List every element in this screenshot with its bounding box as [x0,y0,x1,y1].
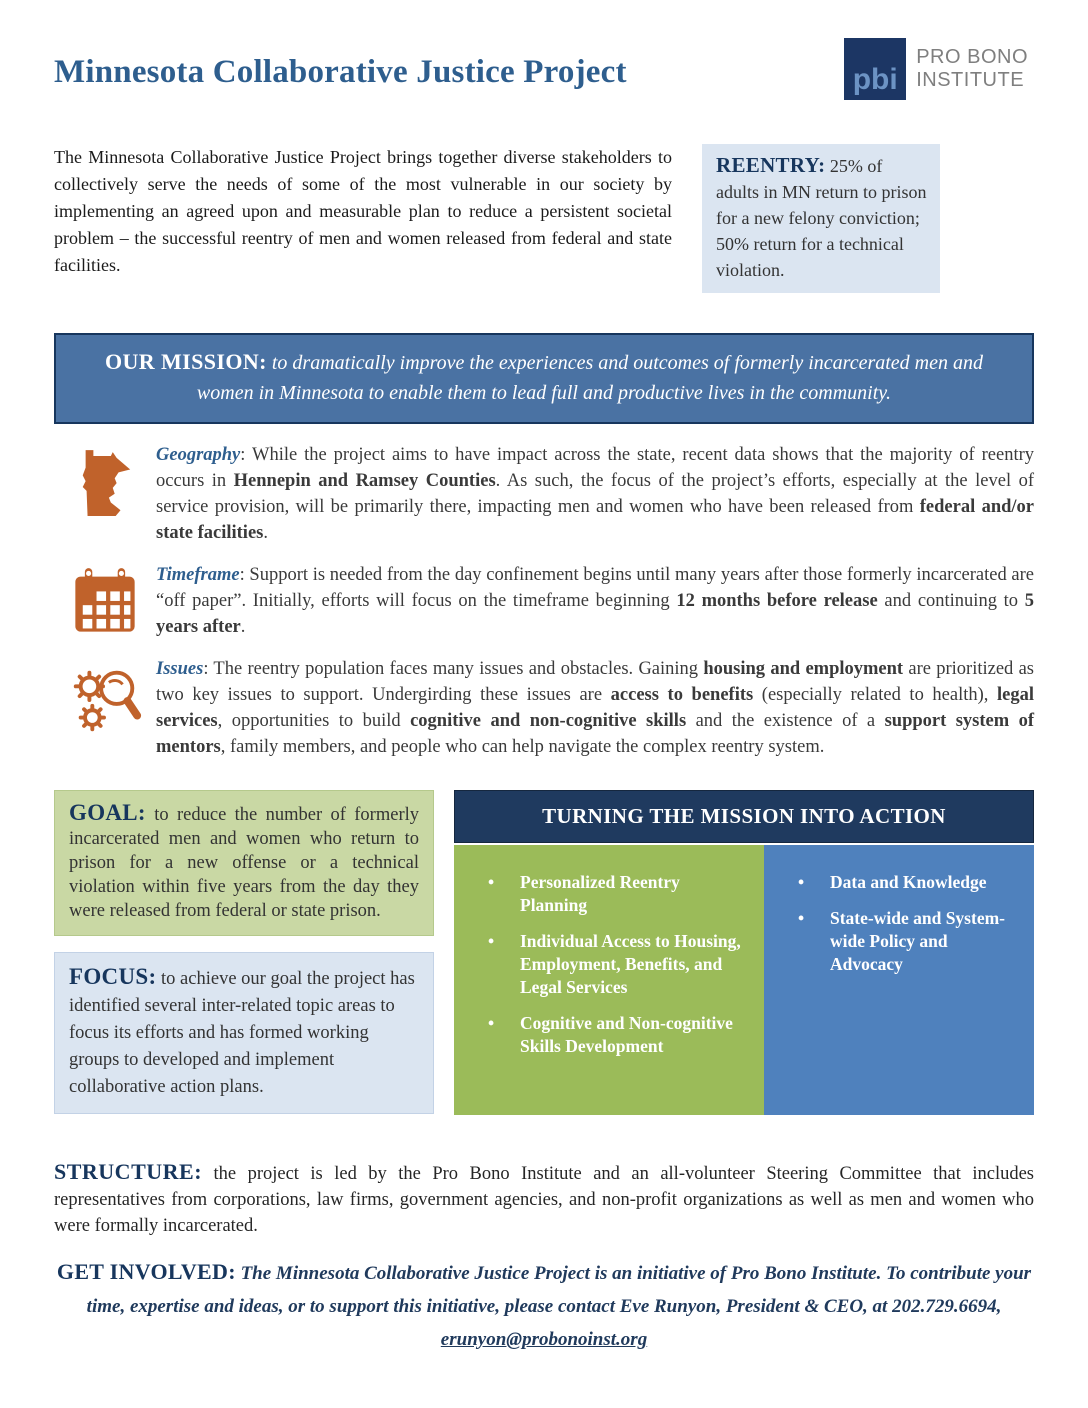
action-column-green [454,845,764,1115]
action-header: TURNING THE MISSION INTO ACTION [454,790,1034,843]
pro-bono-institute-logo [838,36,1034,102]
action-item: • Data and Knowledge [794,871,1016,894]
mission-text: to dramatically improve the experiences and outcomes of formerly incarcerated men and women in Minnesota to enable them to lead full and productive lives in the community. [196,352,983,404]
goal-label: GOAL: [69,800,146,825]
get-involved-paragraph [54,1255,1034,1356]
goal-text: to reduce the number of formerly incarcerated men and women who return to prison for a new offense or a technical violation within five years from the day they were released from federal or state prison. [69,805,419,921]
section-issues [54,656,1034,760]
intro-row [54,144,1034,293]
action-area [454,790,1034,1115]
focus-label: FOCUS: [69,964,157,989]
action-item: • Individual Access to Housing, Employment, Benefits, and Legal Services [484,930,746,999]
timeframe-text: Timeframe: Support is needed from the day confinement begins until many years after those formerly incarcerated are “off paper”. Initially, efforts will focus on the timeframe beginning 12 months before release and continuing to 5 years after. [156,565,1035,637]
intro-paragraph: The Minnesota Collaborative Justice Project brings together diverse stakeholders to collectively serve the needs of some of the most vulnerable in our society by implementing an agreed upon and measurable plan to reduce a persistent societal problem – the successful reentry of men and women released from federal and state facilities. [54,147,672,275]
geography-text: Geography: While the project aims to have impact across the state, recent data shows that the majority of reentry occurs in Hennepin and Ramsey Counties. As such, the focus of the project’s efforts, especially at the level of service provision, will be primarily there, impacting men and women who have been released from federal and/or state facilities. [156,445,1034,543]
reentry-text: 25% of adults in MN return to prison for a new felony conviction; 50% return for a technical violation. [716,156,927,280]
pbi-logo-name-line1: PRO BONO [916,46,1028,68]
structure-label: STRUCTURE: [54,1159,203,1184]
issues-text: Issues: The reentry population faces many issues and obstacles. Gaining housing and employment are prioritized as two key issues to support. Undergirding these issues are access to benefits (especially related to health), legal services, opportunities to build cognitive and non-cognitive skills and the existence of a support system of mentors, family members, and people who can help navigate the complex reentry system. [156,659,1035,757]
get-involved-text[interactable]: The Minnesota Collaborative Justice Project is an initiative of Pro Bono Institute. To contribute your time, expertise and ideas, or to support this initiative, please contact Eve Runyon, President & CEO, at 202.729.6694, erunyon@probonoinst.org [86,1263,1032,1350]
action-column-blue [764,845,1034,1115]
action-columns [454,845,1034,1115]
minnesota-map-icon [54,442,156,546]
pbi-monogram: pbi [852,63,898,96]
structure-text: the project is led by the Pro Bono Institute and an all-volunteer Steering Committee that includes representatives from corporations, law firms, government agencies, and non-profit organizations as well as men and women who were formally incarcerated. [54,1164,1034,1236]
action-item: • Cognitive and Non-cognitive Skills Development [484,1012,746,1058]
goal-box [54,790,434,936]
mission-banner [54,333,1034,424]
page-title: Minnesota Collaborative Justice Project [54,54,627,90]
section-geography [54,442,1034,546]
gears-magnifier-icon [54,656,156,760]
bottom-grid [54,790,1034,1115]
focus-box [54,952,434,1114]
action-list-left [484,871,746,1058]
pbi-logo-square [844,38,906,100]
structure-paragraph [54,1159,1034,1239]
header [54,36,1034,108]
goal-focus-column [54,790,434,1115]
calendar-icon [54,562,156,640]
section-timeframe [54,562,1034,640]
reentry-fact-box [702,144,940,293]
action-item: • Personalized Reentry Planning [484,871,746,917]
get-involved-label: GET INVOLVED: [56,1259,236,1284]
action-list-right [794,871,1016,976]
pbi-logo-name [916,46,1028,92]
action-item: • State-wide and System-wide Policy and Advocacy [794,907,1016,976]
reentry-label: REENTRY: [716,153,826,177]
focus-text: to achieve our goal the project has identified several inter-related topic areas to focus its efforts and has formed working groups to developed and implement collaborative action plans. [69,969,415,1097]
pbi-logo-name-line2: INSTITUTE [916,69,1025,91]
mission-label: OUR MISSION: [105,349,267,374]
